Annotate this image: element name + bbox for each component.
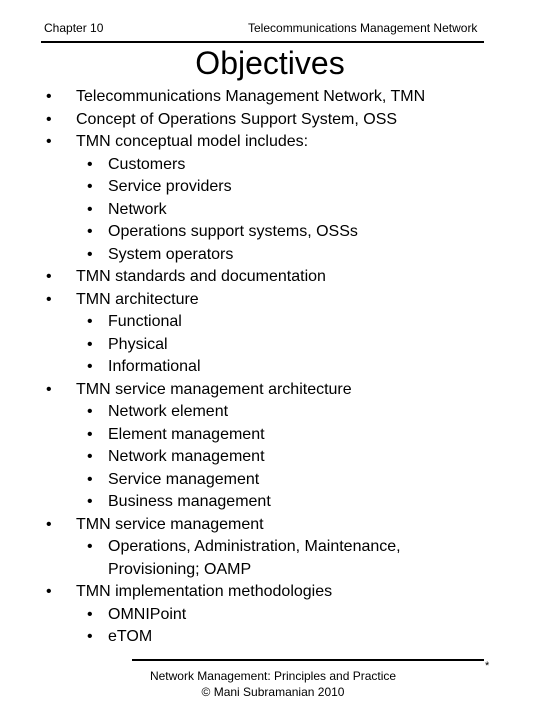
bullet-icon: • [46, 88, 52, 105]
bullet-icon: • [46, 133, 52, 150]
list-item-text: TMN service management [76, 515, 264, 533]
list-item-text: Network element [108, 403, 229, 420]
list-item-text: Operations, Administration, Maintenance, [108, 538, 401, 555]
sub-list-item [0, 536, 540, 559]
bullet-icon: • [87, 470, 93, 488]
footer-mark: * [485, 660, 490, 672]
bullet-icon: • [87, 403, 93, 420]
sub-list-item [0, 401, 540, 424]
sub-list-item [0, 244, 540, 267]
list-item-text: TMN standards and documentation [76, 268, 326, 285]
sub-list-item [0, 199, 540, 222]
list-item-text: Service management [108, 470, 260, 488]
sub-list-item [0, 626, 540, 649]
bullet-icon: • [87, 358, 93, 375]
footer-rule [132, 659, 484, 661]
list-item-text: Physical [108, 335, 168, 353]
list-item [0, 266, 540, 289]
bullet-icon: • [87, 628, 93, 645]
sub-list-item [0, 334, 540, 357]
bullet-icon: • [87, 448, 93, 465]
sub-list-item [0, 356, 540, 379]
sub-list-item [0, 469, 540, 492]
list-item-text: eTOM [108, 628, 153, 645]
bullet-icon: • [87, 178, 93, 195]
objectives-list [0, 86, 540, 649]
bullet-icon: • [87, 335, 93, 353]
bullet-icon: • [87, 313, 93, 330]
chapter-topic: Telecommunications Management Network [248, 21, 478, 35]
footer-book-title: Network Management: Principles and Practice [149, 669, 397, 683]
list-item-text: Provisioning; OAMP [108, 560, 252, 578]
bullet-icon: • [46, 110, 52, 128]
list-item [0, 514, 540, 537]
list-item-text: Business management [108, 493, 271, 510]
list-item-text: Network management [108, 448, 265, 465]
slide-title: Objectives [195, 45, 345, 81]
list-item-text: OMNIPoint [108, 605, 187, 623]
bullet-icon: • [87, 425, 93, 443]
bullet-icon: • [46, 268, 52, 285]
sub-list-item [0, 424, 540, 447]
list-item [0, 581, 540, 604]
list-item-text: Telecommunications Management Network, TMN [76, 88, 426, 105]
sub-list-item [0, 176, 540, 199]
footer-copyright: © Mani Subramanian 2010 [201, 685, 345, 699]
sub-list-item [0, 604, 540, 627]
list-item-text: TMN service management architecture [76, 380, 352, 398]
chapter-label: Chapter 10 [44, 21, 104, 35]
list-item-text: Customers [108, 155, 186, 173]
list-item-text: Concept of Operations Support System, OSS [76, 110, 398, 128]
list-item-text: Network [108, 200, 167, 218]
list-item-text: Informational [108, 358, 201, 375]
sub-list-item [0, 446, 540, 469]
bullet-icon: • [87, 538, 93, 555]
sub-list-item [0, 311, 540, 334]
list-item-text: TMN conceptual model includes: [76, 133, 309, 150]
list-item-text: TMN architecture [76, 290, 199, 308]
sub-list-item [0, 491, 540, 514]
sub-list-item-continuation [0, 559, 540, 582]
list-item-text: Service providers [108, 178, 232, 195]
list-item-text: Operations support systems, OSSs [108, 223, 358, 240]
bullet-icon: • [87, 493, 93, 510]
bullet-icon: • [87, 223, 93, 240]
list-item-text: Functional [108, 313, 182, 330]
bullet-icon: • [87, 155, 93, 173]
sub-list-item [0, 221, 540, 244]
bullet-icon: • [46, 290, 52, 308]
sub-list-item [0, 154, 540, 177]
bullet-icon: • [87, 200, 93, 218]
list-item-text: Element management [108, 425, 265, 443]
list-item-text: System operators [108, 245, 234, 263]
list-item [0, 86, 540, 109]
list-item [0, 379, 540, 402]
bullet-icon: • [87, 605, 93, 623]
bullet-icon: • [46, 583, 52, 600]
list-item [0, 289, 540, 312]
bullet-icon: • [87, 245, 93, 263]
bullet-icon: • [46, 380, 52, 398]
list-item [0, 131, 540, 154]
list-item-text: TMN implementation methodologies [76, 583, 333, 600]
list-item [0, 109, 540, 132]
bullet-icon: • [46, 515, 52, 533]
